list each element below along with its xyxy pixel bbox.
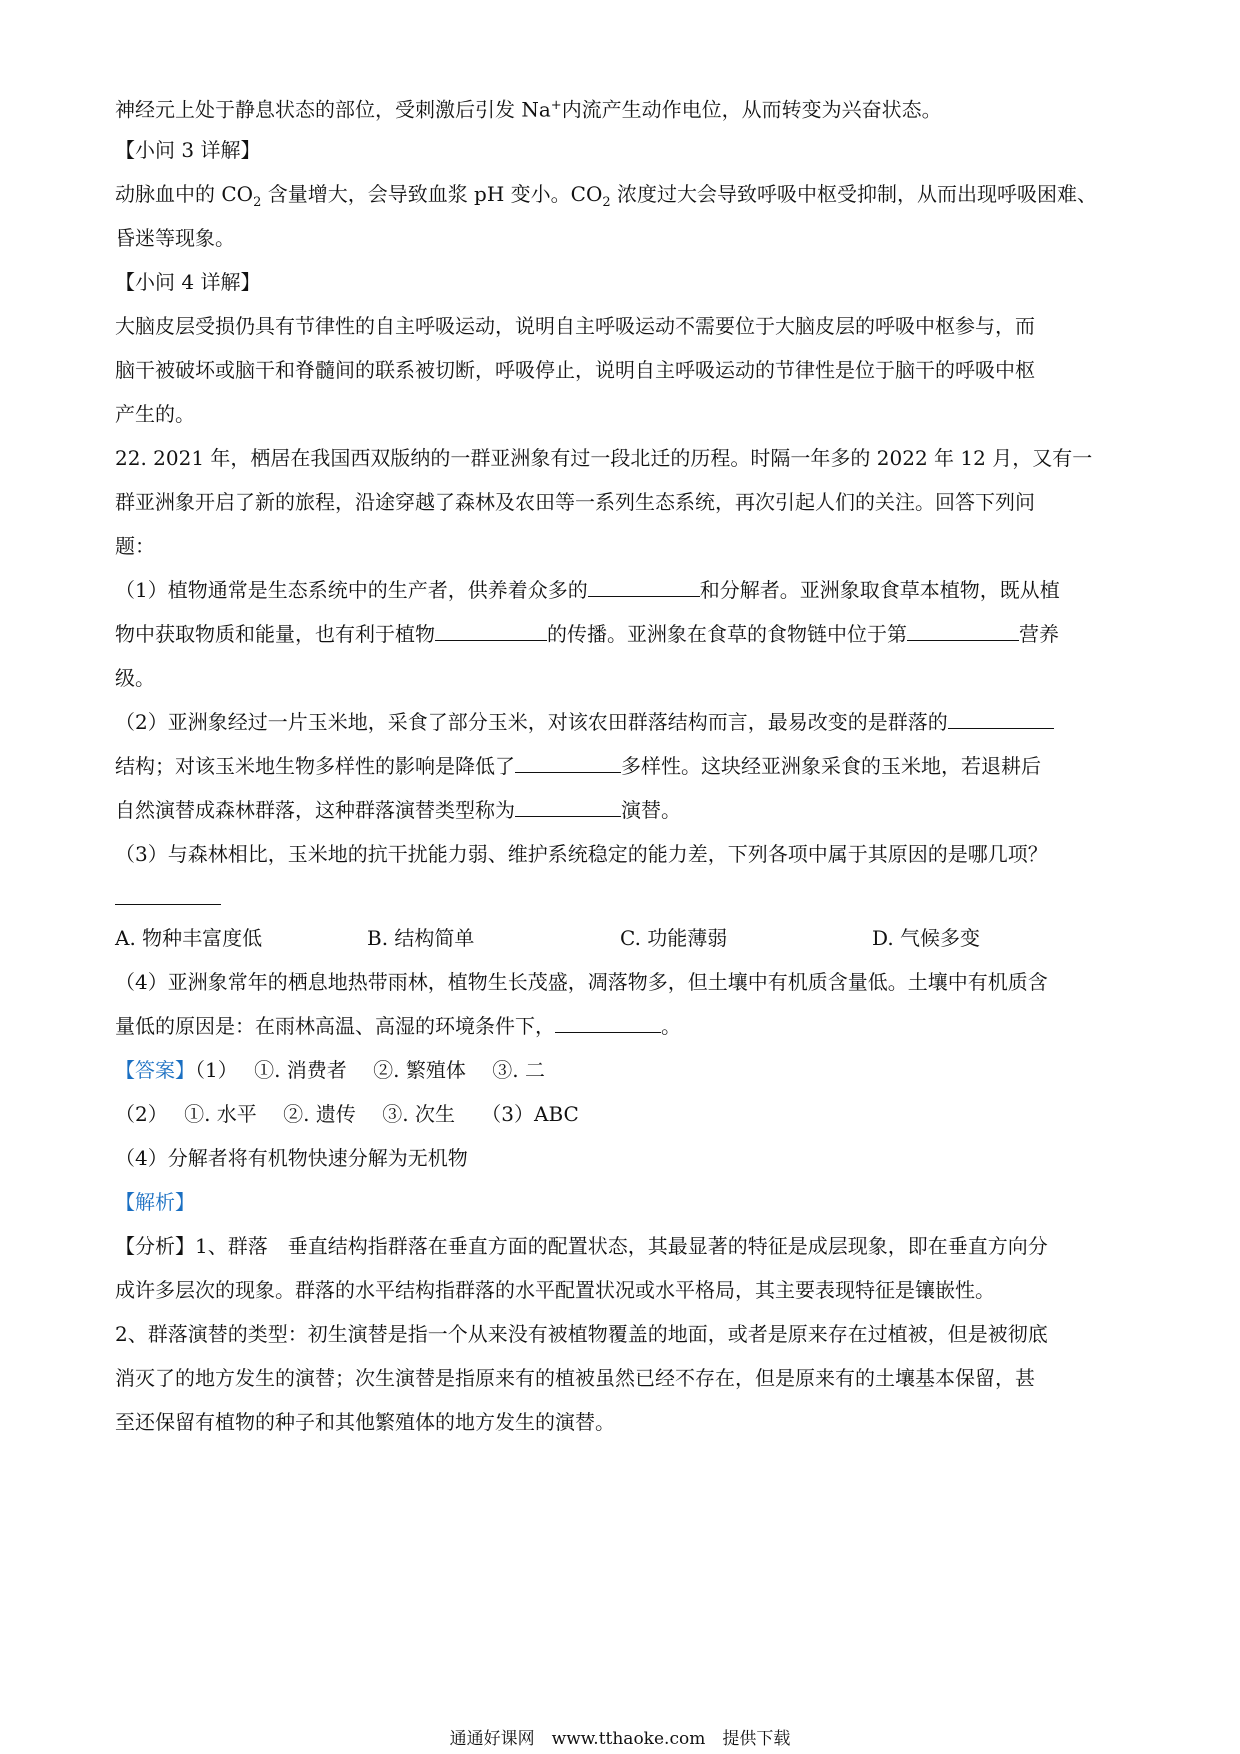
answer-blank	[515, 752, 621, 773]
text: 和分解者。亚洲象取食草本植物，既从植	[699, 578, 1060, 602]
question-part-1	[115, 576, 1060, 604]
text: 结构；对该玉米地生物多样性的影响是降低了	[115, 754, 515, 778]
answer-blank	[115, 884, 221, 905]
analysis-text: 消灭了的地方发生的演替；次生演替是指原来有的植被虽然已经不存在，但是原来有的土壤基本保留，甚	[115, 1366, 1035, 1390]
question-part-2	[115, 708, 1054, 736]
text: 演替。	[621, 798, 681, 822]
text: 。	[661, 1014, 681, 1038]
question-text: 题：	[115, 534, 155, 558]
text-line: 脑干被破坏或脑干和脊髓间的联系被切断，呼吸停止，说明自主呼吸运动的节律性是位于脑干的呼吸中枢	[115, 358, 1035, 382]
answer-line: （2） ①. 水平 ②. 遗传 ③. 次生 （3）ABC	[115, 1102, 579, 1126]
text: 自然演替成森林群落，这种群落演替类型称为	[115, 798, 515, 822]
text-line	[115, 180, 1097, 217]
subscript: 2	[253, 195, 262, 210]
text-line: 大脑皮层受损仍具有节律性的自主呼吸运动，说明自主呼吸运动不需要位于大脑皮层的呼吸中枢参与，而	[115, 314, 1035, 338]
section-heading: 【小问 3 详解】	[115, 138, 261, 162]
analysis-text: 2、群落演替的类型：初生演替是指一个从来没有被植物覆盖的地面，或者是原来存在过植被，但是被彻底	[115, 1322, 1048, 1346]
question-text: 22. 2021 年，栖居在我国西双版纳的一群亚洲象有过一段北迁的历程。时隔一年多的 2022 年 12 月，又有一	[115, 446, 1093, 470]
answer-blank	[555, 1012, 661, 1033]
question-part-3	[115, 884, 221, 912]
text: 物中获取物质和能量，也有利于植物	[115, 622, 435, 646]
text-line: 昏迷等现象。	[115, 226, 235, 250]
option-c: C. 功能薄弱	[620, 926, 728, 950]
answer-line	[115, 1056, 545, 1084]
text: （1）植物通常是生态系统中的生产者，供养着众多的	[115, 578, 588, 602]
text: 多样性。这块经亚洲象采食的玉米地，若退耕后	[621, 754, 1041, 778]
answer-label: 【答案】	[115, 1058, 195, 1082]
option-a: A. 物种丰富度低	[115, 926, 263, 950]
question-part-2	[115, 796, 681, 824]
text: （2）亚洲象经过一片玉米地，采食了部分玉米，对该农田群落结构而言，最易改变的是群落的	[115, 710, 948, 734]
analysis-label: 【解析】	[115, 1190, 195, 1214]
question-part-1	[115, 620, 1059, 648]
answer-blank	[588, 576, 700, 597]
subscript: 2	[602, 195, 611, 210]
text: 含量增大，会导致血浆 pH 变小。CO	[261, 182, 603, 206]
text: 营养	[1019, 622, 1059, 646]
text: 的传播。亚洲象在食草的食物链中位于第	[547, 622, 907, 646]
answer-line: （4）分解者将有机物快速分解为无机物	[115, 1146, 468, 1170]
question-part-3: （3）与森林相比，玉米地的抗干扰能力弱、维护系统稳定的能力差，下列各项中属于其原因的是哪几项？	[115, 842, 1048, 866]
analysis-text: 【分析】1、群落 垂直结构指群落在垂直方面的配置状态，其最显著的特征是成层现象，即在垂直方向分	[115, 1234, 1048, 1258]
analysis-text: 成许多层次的现象。群落的水平结构指群落的水平配置状况或水平格局，其主要表现特征是镶嵌性。	[115, 1278, 995, 1302]
text: 内流产生动作电位，从而转变为兴奋状态。	[561, 97, 942, 122]
text-line	[115, 92, 942, 124]
text: 动脉血中的 CO	[115, 182, 254, 206]
option-b: B. 结构简单	[367, 926, 475, 950]
answer-blank	[907, 620, 1019, 641]
question-part-4: （4）亚洲象常年的栖息地热带雨林，植物生长茂盛，凋落物多，但土壤中有机质含量低。土壤中有机质含	[115, 970, 1048, 994]
question-text: 群亚洲象开启了新的旅程，沿途穿越了森林及农田等一系列生态系统，再次引起人们的关注。回答下列问	[115, 490, 1035, 514]
answer-text: （1） ①. 消费者 ②. 繁殖体 ③. 二	[195, 1058, 545, 1082]
text: 量低的原因是：在雨林高温、高湿的环境条件下，	[115, 1014, 555, 1038]
answer-blank	[435, 620, 547, 641]
text: 神经元上处于静息状态的部位，受刺激后引发 Na	[115, 97, 551, 122]
question-part-4	[115, 1012, 681, 1040]
text-line: 产生的。	[115, 402, 195, 426]
footer-watermark: 通通好课网 www.tthaoke.com 提供下载	[449, 1729, 791, 1749]
question-part-1: 级。	[115, 666, 155, 690]
question-part-2	[115, 752, 1041, 780]
text: 浓度过大会导致呼吸中枢受抑制，从而出现呼吸困难、	[610, 182, 1097, 206]
superscript: +	[550, 98, 562, 113]
section-heading: 【小问 4 详解】	[115, 270, 261, 294]
answer-blank	[948, 708, 1054, 729]
option-d: D. 气候多变	[872, 926, 981, 950]
answer-blank	[515, 796, 621, 817]
analysis-text: 至还保留有植物的种子和其他繁殖体的地方发生的演替。	[115, 1410, 615, 1434]
